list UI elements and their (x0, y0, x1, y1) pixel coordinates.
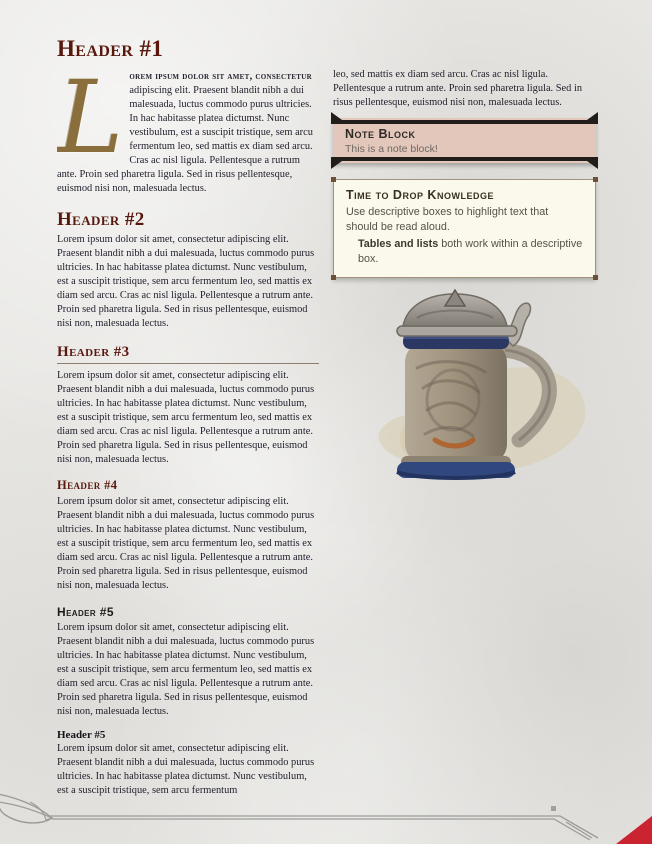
header-1: Header #1 (57, 36, 164, 61)
lead-smallcaps-text: orem ipsum dolor sit amet, consectetur (129, 71, 312, 82)
beer-stein-illustration (357, 288, 597, 488)
corner-dot-icon (331, 177, 336, 182)
header-3: Header #3 (57, 344, 319, 364)
descriptive-box-title: Time to Drop Knowledge (346, 188, 494, 202)
header-5-bold: Header #5 (57, 729, 106, 741)
body-paragraph: Lorem ipsum dolor sit amet, consectetur adipiscing elit. Praesent blandit nibh a dui malesuada, luctus commodo purus ultricies. In hac habitasse platea dictumst. Nunc vestibulum, est a suscipit tristique, sem arcu fermentum leo, sed mattis ex diam sed arcu. Cras ac nisl ligula. Pellentesque a rutrum ante. Proin sed pharetra ligula. Sed in risus pellentesque, euismod nisi non, malesuada lectus. (57, 370, 315, 465)
note-block-text: This is a note block! (345, 143, 438, 155)
stein-image (357, 288, 597, 488)
left-column (57, 36, 319, 802)
callout-bold-text: Tables and lists (358, 238, 439, 250)
body-paragraph: Lorem ipsum dolor sit amet, consectetur adipiscing elit. Praesent blandit nibh a dui malesuada, luctus commodo purus ultricies. In hac habitasse platea dictumst. Nunc vestibulum, est a suscipit tristique, sem arcu fermentum leo, sed mattis ex diam sed arcu. Cras ac nisl ligula. Pellentesque a rutrum ante. Proin sed pharetra ligula. Sed in risus pellentesque, euismod nisi non, malesuada lectus. (57, 622, 315, 717)
descriptive-box-callout (346, 237, 583, 267)
page-corner-triangle (616, 816, 652, 844)
drop-cap-letter: L (57, 59, 124, 176)
body-paragraph: Lorem ipsum dolor sit amet, consectetur adipiscing elit. Praesent blandit nibh a dui malesuada, luctus commodo purus ultricies. In hac habitasse platea dictumst. Nunc vestibulum, est a suscipit tristique, sem arcu fermentum leo, sed mattis ex diam sed arcu. Cras ac nisl ligula. Pellentesque a rutrum ante. Proin sed pharetra ligula. Sed in risus pellentesque, euismod nisi non, malesuada lectus. (57, 234, 315, 329)
header-2: Header #2 (57, 209, 145, 230)
note-block-title: Note Block (345, 127, 416, 141)
header-5: Header #5 (57, 605, 114, 619)
corner-dot-icon (593, 275, 598, 280)
lead-body-text: adipiscing elit. Praesent blandit nibh a dui malesuada, luctus commodo purus ultricies. In hac habitasse platea dictumst. Nunc vestibulum, est a suscipit tristique, sem arcu fermentum leo, sed mattis ex diam sed arcu. Cras ac nisl ligula. Pellentesque a rutrum ante. Proin sed pharetra ligula. Sed in risus pellentesque, euismod nisi non, malesuada lectus. (57, 85, 313, 194)
corner-dot-icon (331, 275, 336, 280)
column-overflow-paragraph: leo, sed mattis ex diam sed arcu. Cras ac nisl ligula. Pellentesque a rutrum ante. Proin sed pharetra ligula. Sed in risus pellentesque, euismod nisi non, malesuada lectus. (333, 69, 583, 108)
descriptive-box-body: Use descriptive boxes to highlight text that should be read aloud. (346, 206, 549, 233)
descriptive-box (333, 179, 596, 278)
note-block (333, 118, 596, 163)
footer-flourish (0, 792, 652, 844)
note-top-bar-icon (331, 112, 598, 124)
truncated-paragraph: Lorem ipsum dolor sit amet, consectetur adipiscing elit. Praesent blandit nibh a dui malesuada, luctus commodo purus ultricies. In hac habitasse platea dictumst. Nunc vestibulum, est a suscipit tristique, sem arcu fermentum (57, 743, 315, 796)
body-paragraph: Lorem ipsum dolor sit amet, consectetur adipiscing elit. Praesent blandit nibh a dui malesuada, luctus commodo purus ultricies. In hac habitasse platea dictumst. Nunc vestibulum, est a suscipit tristique, sem arcu fermentum leo, sed mattis ex diam sed arcu. Cras ac nisl ligula. Pellentesque a rutrum ante. Proin sed pharetra ligula. Sed in risus pellentesque, euismod nisi non, malesuada lectus. (57, 496, 315, 591)
dropcap-paragraph (57, 59, 319, 196)
header-4: Header #4 (57, 478, 118, 492)
callout-rest-text: both work within a descriptive box. (358, 238, 583, 265)
square-dot-icon (551, 806, 556, 811)
right-column (333, 36, 596, 802)
corner-dot-icon (593, 177, 598, 182)
note-bottom-bar-icon (331, 157, 598, 169)
